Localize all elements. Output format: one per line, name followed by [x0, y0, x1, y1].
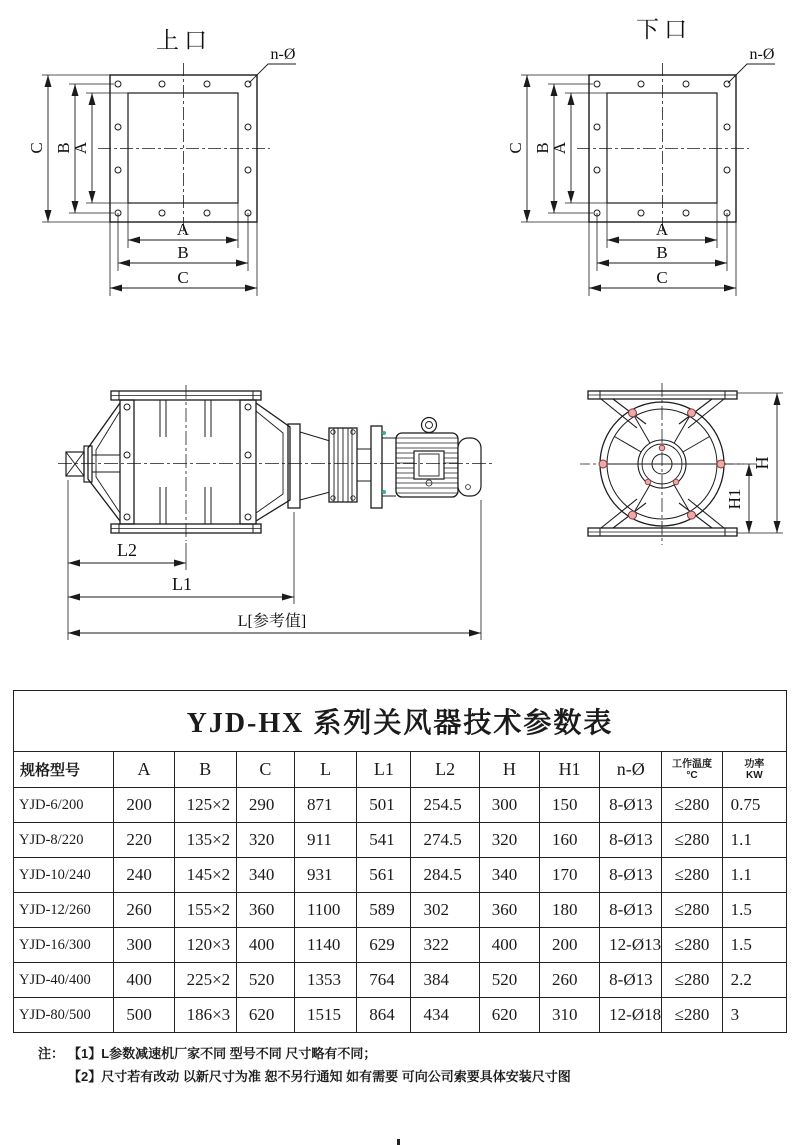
- cell: ≤280: [662, 928, 722, 963]
- cell: 240: [114, 858, 174, 893]
- dim-a-left: A: [71, 141, 90, 155]
- cell: 186×3: [174, 998, 236, 1033]
- table-header-row: [14, 752, 787, 788]
- cell: 400: [236, 928, 294, 963]
- cell: 400: [114, 963, 174, 998]
- cell: 290: [236, 788, 294, 823]
- dim-a-bottom: A: [655, 220, 669, 239]
- note-line-2: 【2】尺寸若有改动 以新尺寸为准 恕不另行通知 如有需要 可向公司索要具体安装尺寸图: [68, 1069, 571, 1084]
- cell: 260: [114, 893, 174, 928]
- cell: 310: [539, 998, 599, 1033]
- cell: 434: [411, 998, 479, 1033]
- cell: 520: [479, 963, 539, 998]
- cell: ≤280: [662, 788, 722, 823]
- cell: 300: [114, 928, 174, 963]
- upper-port-title: 上口: [156, 27, 212, 53]
- dim-b-left: B: [533, 142, 552, 154]
- cell: ≤280: [662, 963, 722, 998]
- cell: 200: [539, 928, 599, 963]
- cell: 220: [114, 823, 174, 858]
- cell: 561: [357, 858, 411, 893]
- cell: 764: [357, 963, 411, 998]
- cell: 629: [357, 928, 411, 963]
- cell: 501: [357, 788, 411, 823]
- valve-side-view: [58, 385, 492, 640]
- lower-port-hole-callout: n-Ø: [749, 46, 775, 63]
- dim-c-left: C: [27, 142, 46, 154]
- dim-l-reference: L[参考值]: [237, 613, 307, 630]
- cell: 911: [295, 823, 357, 858]
- cell: 520: [236, 963, 294, 998]
- flange-bolt-teal: [382, 431, 386, 435]
- cell: 620: [479, 998, 539, 1033]
- dim-h1: H1: [725, 488, 744, 510]
- dim-a-bottom: A: [176, 220, 190, 239]
- flange-bolt-teal: [382, 490, 386, 494]
- temp-header-line1: 工作温度: [672, 758, 713, 770]
- dim-c-bottom: C: [656, 268, 668, 287]
- col-header-h1: H1: [539, 752, 599, 788]
- cell: 155×2: [174, 893, 236, 928]
- table-row: [14, 998, 787, 1033]
- cell: 8-Ø13: [600, 858, 662, 893]
- cell: 384: [411, 963, 479, 998]
- cell: 150: [539, 788, 599, 823]
- col-header-l1: L1: [357, 752, 411, 788]
- col-header-n-hole: n-Ø: [600, 752, 662, 788]
- upper-port-hole-callout: n-Ø: [270, 46, 296, 63]
- cell: 1.1: [722, 858, 786, 893]
- col-header-l2: L2: [411, 752, 479, 788]
- cell: 225×2: [174, 963, 236, 998]
- cell: 135×2: [174, 823, 236, 858]
- table-row: [14, 893, 787, 928]
- table-title: YJD-HX 系列关风器技术参数表: [14, 691, 787, 752]
- cell: 200: [114, 788, 174, 823]
- valve-end-view: [580, 383, 783, 545]
- dim-l2: L2: [117, 540, 137, 560]
- table-row: [14, 823, 787, 858]
- cell: 320: [236, 823, 294, 858]
- cell: 12-Ø13: [600, 928, 662, 963]
- notes-label: 注：: [38, 1046, 65, 1061]
- cell: 322: [411, 928, 479, 963]
- dim-c-left: C: [506, 142, 525, 154]
- model-cell: YJD-16/300: [14, 928, 114, 963]
- cell: 320: [479, 823, 539, 858]
- col-header-l: L: [295, 752, 357, 788]
- cell: 340: [236, 858, 294, 893]
- col-header-temp: [662, 752, 722, 788]
- cell: 8-Ø13: [600, 963, 662, 998]
- model-cell: YJD-10/240: [14, 858, 114, 893]
- dim-l1: L1: [172, 574, 192, 594]
- dim-a-left: A: [550, 141, 569, 155]
- dim-h: H: [752, 456, 772, 470]
- cell: 500: [114, 998, 174, 1033]
- cell: 0.75: [722, 788, 786, 823]
- cell: 120×3: [174, 928, 236, 963]
- col-header-model: 规格型号: [14, 752, 114, 788]
- cell: 1140: [295, 928, 357, 963]
- cell: 284.5: [411, 858, 479, 893]
- cell: 541: [357, 823, 411, 858]
- cell: 170: [539, 858, 599, 893]
- cell: 274.5: [411, 823, 479, 858]
- cell: 1.1: [722, 823, 786, 858]
- cell: 300: [479, 788, 539, 823]
- table-row: [14, 928, 787, 963]
- cell: 254.5: [411, 788, 479, 823]
- col-header-c: C: [236, 752, 294, 788]
- cell: 400: [479, 928, 539, 963]
- cell: 360: [479, 893, 539, 928]
- table-row: [14, 963, 787, 998]
- model-cell: YJD-6/200: [14, 788, 114, 823]
- model-cell: YJD-12/260: [14, 893, 114, 928]
- model-cell: YJD-8/220: [14, 823, 114, 858]
- cell: 589: [357, 893, 411, 928]
- cell: ≤280: [662, 858, 722, 893]
- cell: 145×2: [174, 858, 236, 893]
- power-header-line2: KW: [745, 769, 763, 781]
- cell: 3: [722, 998, 786, 1033]
- col-header-a: A: [114, 752, 174, 788]
- cell: 931: [295, 858, 357, 893]
- note-line-1: 【1】L参数减速机厂家不同 型号不同 尺寸略有不同；: [68, 1046, 377, 1061]
- cell: ≤280: [662, 823, 722, 858]
- cell: 620: [236, 998, 294, 1033]
- motor-junction-box: [414, 451, 444, 479]
- cell: 340: [479, 858, 539, 893]
- cell: 8-Ø13: [600, 823, 662, 858]
- table-row: [14, 788, 787, 823]
- dim-b-left: B: [54, 142, 73, 154]
- cell: 160: [539, 823, 599, 858]
- col-header-b: B: [174, 752, 236, 788]
- cell: 302: [411, 893, 479, 928]
- col-header-h: H: [479, 752, 539, 788]
- cell: 125×2: [174, 788, 236, 823]
- cell: 12-Ø18: [600, 998, 662, 1033]
- cell: 8-Ø13: [600, 788, 662, 823]
- dim-b-bottom: B: [656, 243, 668, 262]
- cell: 260: [539, 963, 599, 998]
- cell: 1515: [295, 998, 357, 1033]
- cell: 360: [236, 893, 294, 928]
- cell: 1353: [295, 963, 357, 998]
- cell: 180: [539, 893, 599, 928]
- motor-end-cap: [458, 438, 481, 496]
- cell: 8-Ø13: [600, 893, 662, 928]
- temp-header-line2: °C: [686, 769, 698, 781]
- model-cell: YJD-40/400: [14, 963, 114, 998]
- footnotes: [38, 1042, 571, 1088]
- cell: 864: [357, 998, 411, 1033]
- page-edge-mark: [397, 1139, 400, 1145]
- cell: 1100: [295, 893, 357, 928]
- dim-b-bottom: B: [177, 243, 189, 262]
- cell: 2.2: [722, 963, 786, 998]
- model-cell: YJD-80/500: [14, 998, 114, 1033]
- table-row: [14, 858, 787, 893]
- cell: 1.5: [722, 893, 786, 928]
- dim-c-bottom: C: [177, 268, 189, 287]
- lower-port-flange-diagram: [506, 16, 775, 296]
- cell: 871: [295, 788, 357, 823]
- cell: 1.5: [722, 928, 786, 963]
- lower-port-title: 下口: [636, 16, 692, 42]
- cell: ≤280: [662, 998, 722, 1033]
- col-header-power: [722, 752, 786, 788]
- spec-table: [13, 690, 787, 1033]
- upper-port-flange-diagram: [27, 27, 296, 296]
- power-header-line1: 功率: [744, 758, 765, 770]
- cell: ≤280: [662, 893, 722, 928]
